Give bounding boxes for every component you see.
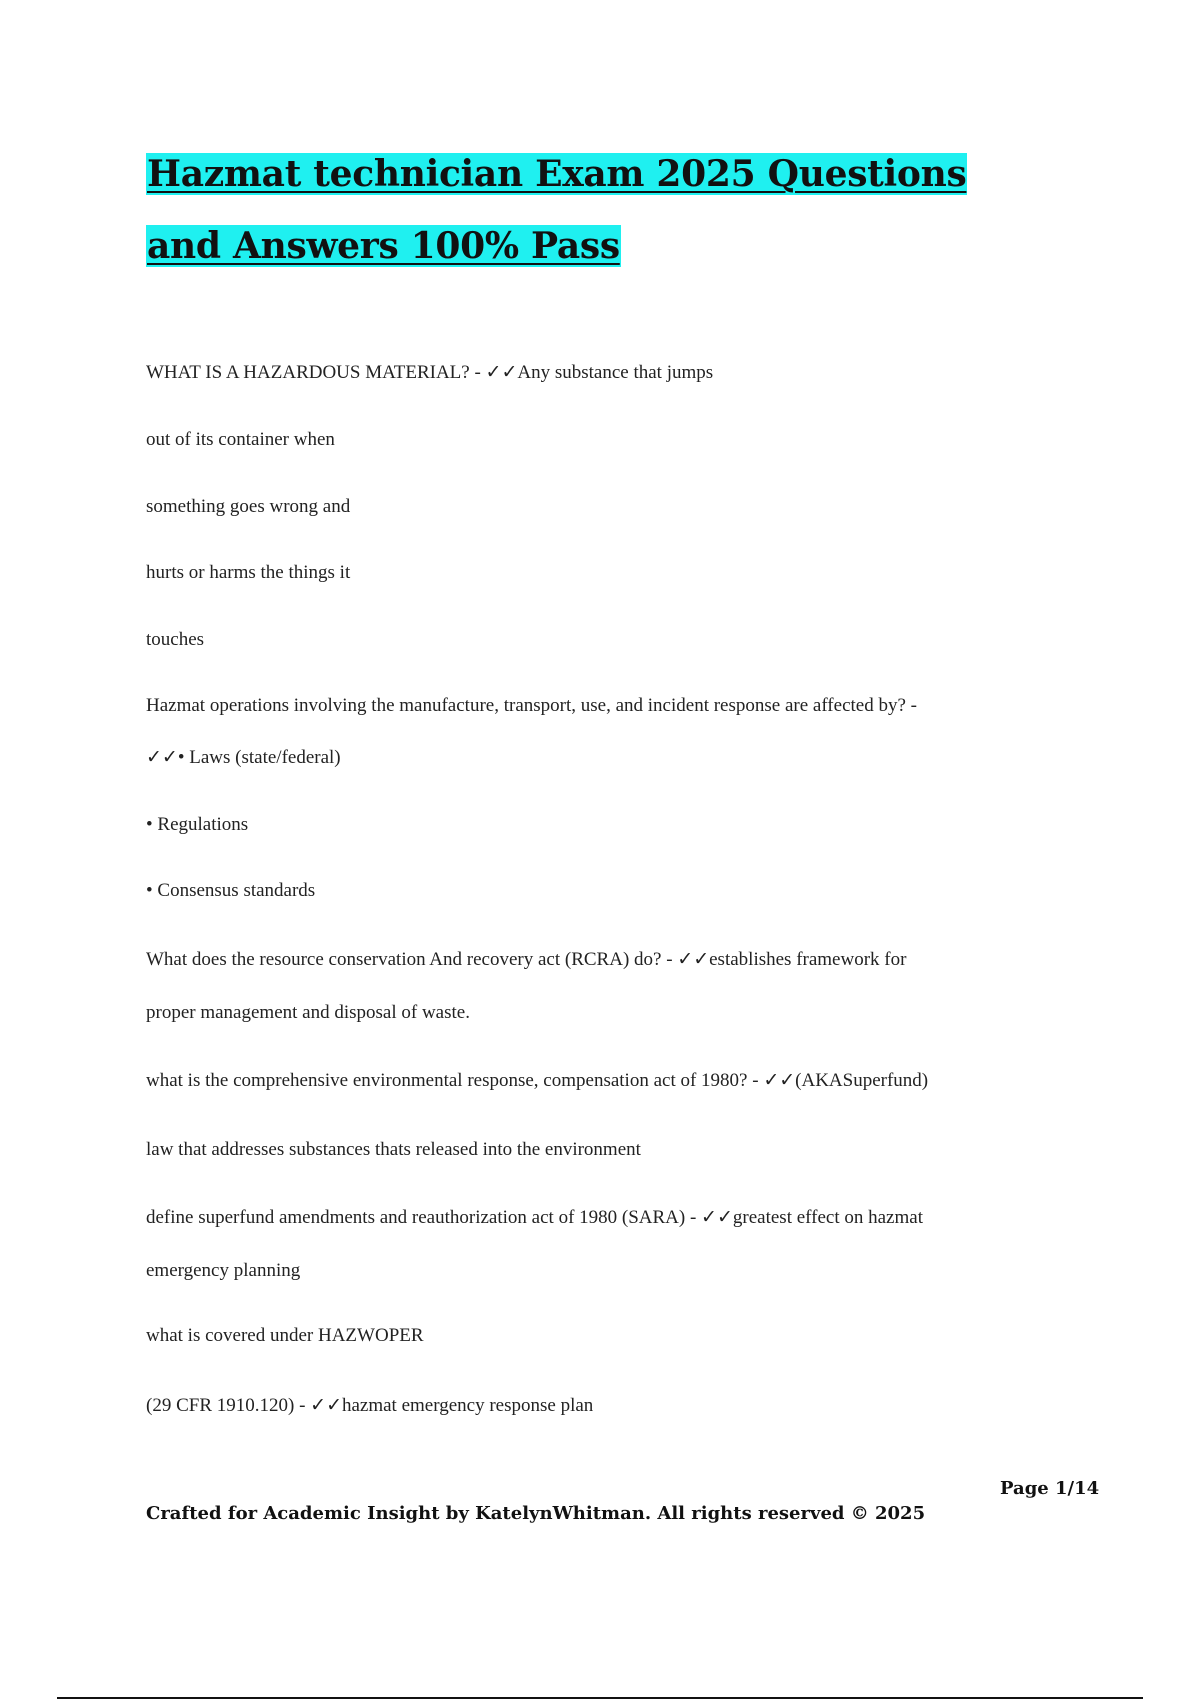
- footer-credit: Crafted for Academic Insight by KatelynWhitman. All rights reserved © 2025: [146, 1503, 926, 1524]
- content-line: What does the resource conservation And recovery act (RCRA) do? - ✓✓establishes framework for: [146, 949, 907, 970]
- content-line: proper management and disposal of waste.: [146, 1002, 470, 1023]
- content-line: what is covered under HAZWOPER: [146, 1325, 424, 1346]
- bottom-divider: [57, 1697, 1143, 1699]
- content-line: law that addresses substances thats released into the environment: [146, 1139, 641, 1160]
- document-title: [146, 138, 1046, 282]
- page-number: Page 1/14: [1000, 1478, 1100, 1499]
- content-line: (29 CFR 1910.120) - ✓✓hazmat emergency response plan: [146, 1395, 594, 1416]
- content-line: out of its container when: [146, 429, 335, 450]
- content-line: hurts or harms the things it: [146, 562, 351, 583]
- content-line: emergency planning: [146, 1260, 301, 1281]
- content-line: • Regulations: [146, 814, 249, 835]
- content-line: WHAT IS A HAZARDOUS MATERIAL? - ✓✓Any substance that jumps: [146, 362, 714, 383]
- title-highlight: Hazmat technician Exam 2025 Questions and Answers 100% Pass: [147, 153, 967, 267]
- content-line: touches: [146, 629, 205, 650]
- content-line: define superfund amendments and reauthorization act of 1980 (SARA) - ✓✓greatest effect on hazmat: [146, 1207, 923, 1228]
- content-line: • Consensus standards: [146, 880, 316, 901]
- content-line: ✓✓• Laws (state/federal): [146, 747, 341, 768]
- content-line: something goes wrong and: [146, 496, 351, 517]
- content-line: Hazmat operations involving the manufacture, transport, use, and incident response are affected by? -: [146, 695, 917, 716]
- content-line: what is the comprehensive environmental response, compensation act of 1980? - ✓✓(AKASuperfund): [146, 1070, 929, 1091]
